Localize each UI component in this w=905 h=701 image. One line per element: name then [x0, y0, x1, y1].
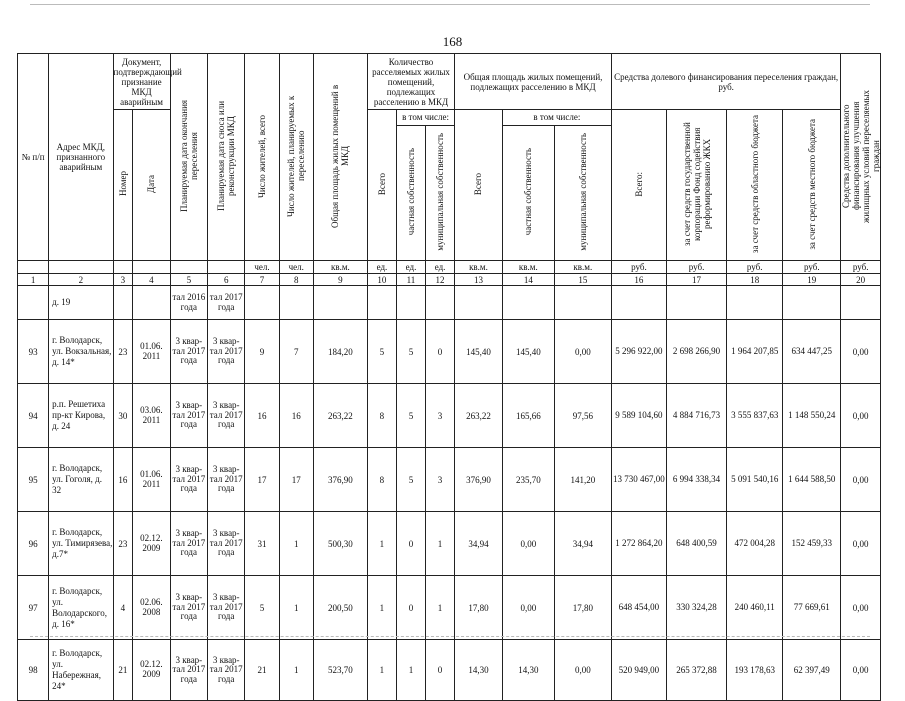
cell-date: 01.06. 2011	[133, 448, 170, 512]
unit-cell	[133, 261, 170, 274]
header-financing: Средства долевого финансирования переселения граждан, руб.	[611, 54, 840, 110]
cell-c17: 6 994 338,34	[666, 448, 726, 512]
cell-c14: 145,40	[502, 320, 554, 384]
cell-c9: 523,70	[313, 640, 367, 701]
cell-c17: 265 372,88	[666, 640, 726, 701]
cell	[554, 286, 611, 320]
cell-c12: 1	[426, 512, 455, 576]
cell-c6: 3 квар- тал 2017 года	[208, 448, 245, 512]
cell-resettlement-date: тал 2016 года	[170, 286, 207, 320]
cell-c17: 648 400,59	[666, 512, 726, 576]
header-area-total: Всего	[455, 110, 503, 261]
cell-c14: 0,00	[502, 576, 554, 640]
cell-addr: р.п. Решетиха пр-кт Кирова, д. 24	[49, 384, 113, 448]
unit-cell: руб.	[666, 261, 726, 274]
cell-c8: 1	[279, 640, 313, 701]
cell	[367, 286, 396, 320]
column-number-cell: 4	[133, 274, 170, 286]
cell-n: 98	[18, 640, 49, 701]
column-number-cell: 16	[611, 274, 666, 286]
cell-c9: 263,22	[313, 384, 367, 448]
table-row	[18, 512, 881, 576]
column-number-cell: 3	[113, 274, 133, 286]
column-number-cell: 8	[279, 274, 313, 286]
cell-c12: 3	[426, 448, 455, 512]
cell-c20: 0,00	[841, 512, 881, 576]
cell-c16: 13 730 467,00	[611, 448, 666, 512]
unit-cell: кв.м.	[554, 261, 611, 274]
cell-c11: 0	[396, 576, 425, 640]
unit-cell: руб.	[611, 261, 666, 274]
cell-c19: 1 644 588,50	[783, 448, 841, 512]
table-row	[18, 320, 881, 384]
cell-c18: 472 004,28	[727, 512, 783, 576]
cell-addr: г. Володарск, ул. Набережная, 24*	[49, 640, 113, 701]
cell-c7: 17	[245, 448, 279, 512]
unit-cell	[18, 261, 49, 274]
cell-c9: 200,50	[313, 576, 367, 640]
cell-c18: 5 091 540,16	[727, 448, 783, 512]
unit-cell	[170, 261, 207, 274]
column-number-cell: 6	[208, 274, 245, 286]
header-count-municipal: муниципальная собственность	[426, 125, 455, 260]
cell	[133, 286, 170, 320]
cell-addr: г. Володарск, ул. Тимирязева, д.7*	[49, 512, 113, 576]
cell-c20: 0,00	[841, 320, 881, 384]
cell-demolition-date: тал 2017 года	[208, 286, 245, 320]
cell-n: 96	[18, 512, 49, 576]
page-number: 168	[442, 34, 463, 49]
header-fin-fund: за счет средств государственной корпорации Фонд содействия реформированию ЖКХ	[666, 110, 726, 261]
header-demolition-date: Планируемая дата сноса или реконструкции МКД	[208, 54, 245, 261]
cell-c14: 165,66	[502, 384, 554, 448]
header-extra-financing: Средства дополнительного финансирования улучшения жилищных условий переселяемых граждан	[841, 54, 881, 261]
cell-c15: 0,00	[554, 320, 611, 384]
cell-c11: 5	[396, 320, 425, 384]
cell-num: 21	[113, 640, 133, 701]
header-count-private: частная собственность	[396, 125, 425, 260]
cell-c12: 3	[426, 384, 455, 448]
cell-num: 30	[113, 384, 133, 448]
unit-cell: чел.	[279, 261, 313, 274]
cell	[245, 286, 279, 320]
table-row	[18, 576, 881, 640]
cell-c17: 4 884 716,73	[666, 384, 726, 448]
cell-c7: 9	[245, 320, 279, 384]
cell-addr: г. Володарск, ул. Володарского, д. 16*	[49, 576, 113, 640]
column-number-cell: 20	[841, 274, 881, 286]
unit-cell: кв.м.	[455, 261, 503, 274]
cell-c18: 1 964 207,85	[727, 320, 783, 384]
header-doc-number: Номер	[113, 110, 133, 261]
column-number-cell: 14	[502, 274, 554, 286]
cell-c13: 34,94	[455, 512, 503, 576]
cell-date: 02.12. 2009	[133, 512, 170, 576]
cell-c10: 1	[367, 512, 396, 576]
cell	[727, 286, 783, 320]
cell-num: 16	[113, 448, 133, 512]
cell-num: 4	[113, 576, 133, 640]
cell-n: 94	[18, 384, 49, 448]
cell-c11: 5	[396, 448, 425, 512]
cell-c12: 1	[426, 576, 455, 640]
header-area-including: в том числе:	[502, 110, 611, 126]
cell-c10: 8	[367, 384, 396, 448]
unit-cell	[49, 261, 113, 274]
cell-n: 93	[18, 320, 49, 384]
header-document: Документ, подтверждающий признание МКД аварийным	[113, 54, 170, 110]
column-number-cell: 1	[18, 274, 49, 286]
cell-num: 23	[113, 512, 133, 576]
header-premises-area: Общая площадь жилых помещений, подлежащих расселению в МКД	[455, 54, 612, 110]
cell-c8: 7	[279, 320, 313, 384]
table-row	[18, 448, 881, 512]
cell	[426, 286, 455, 320]
table-row	[18, 640, 881, 701]
cell-c7: 21	[245, 640, 279, 701]
cell-c15: 17,80	[554, 576, 611, 640]
header-doc-date: Дата	[133, 110, 170, 261]
cell-c13: 145,40	[455, 320, 503, 384]
column-number-cell: 19	[783, 274, 841, 286]
header-count-total: Всего	[367, 110, 396, 261]
column-number-cell: 11	[396, 274, 425, 286]
table-row	[18, 384, 881, 448]
cell	[279, 286, 313, 320]
cell-c8: 16	[279, 384, 313, 448]
cell-c13: 14,30	[455, 640, 503, 701]
unit-cell: кв.м.	[502, 261, 554, 274]
header-address: Адрес МКД, признанного аварийным	[49, 54, 113, 261]
cell-c15: 97,56	[554, 384, 611, 448]
unit-cell: руб.	[783, 261, 841, 274]
cell-c19: 152 459,33	[783, 512, 841, 576]
cell-n: 97	[18, 576, 49, 640]
cell-n: 95	[18, 448, 49, 512]
cell-c19: 77 669,61	[783, 576, 841, 640]
cell-address: д. 19	[49, 286, 113, 320]
cell-c16: 648 454,00	[611, 576, 666, 640]
column-number-cell: 10	[367, 274, 396, 286]
cell-c20: 0,00	[841, 640, 881, 701]
cell-date: 02.06. 2008	[133, 576, 170, 640]
cell-c5: 3 квар- тал 2017 года	[170, 384, 207, 448]
header-fin-local: за счет средств местного бюджета	[783, 110, 841, 261]
column-number-cell: 7	[245, 274, 279, 286]
cell-addr: г. Володарск, ул. Гоголя, д. 32	[49, 448, 113, 512]
continuation-row	[18, 286, 881, 320]
cell-date: 02.12. 2009	[133, 640, 170, 701]
cell-c12: 0	[426, 640, 455, 701]
column-number-cell: 9	[313, 274, 367, 286]
unit-cell	[113, 261, 133, 274]
cell	[666, 286, 726, 320]
cell-c11: 0	[396, 512, 425, 576]
cell-date: 03.06. 2011	[133, 384, 170, 448]
cell-c14: 0,00	[502, 512, 554, 576]
cell	[18, 286, 49, 320]
cell	[113, 286, 133, 320]
column-number-cell: 13	[455, 274, 503, 286]
cell-c9: 376,90	[313, 448, 367, 512]
cell-c7: 5	[245, 576, 279, 640]
cell	[783, 286, 841, 320]
cell-c8: 17	[279, 448, 313, 512]
header-index: № п/п	[18, 54, 49, 261]
header-area-municipal: муниципальная собственность	[554, 125, 611, 260]
cell-c8: 1	[279, 512, 313, 576]
resettlement-table	[17, 53, 881, 701]
cell-c11: 1	[396, 640, 425, 701]
cell-c14: 235,70	[502, 448, 554, 512]
cell-num: 23	[113, 320, 133, 384]
cell-c18: 3 555 837,63	[727, 384, 783, 448]
cell-c14: 14,30	[502, 640, 554, 701]
unit-cell: чел.	[245, 261, 279, 274]
cell-c20: 0,00	[841, 576, 881, 640]
cell-c10: 1	[367, 640, 396, 701]
cell-c13: 17,80	[455, 576, 503, 640]
cell-c19: 1 148 550,24	[783, 384, 841, 448]
header-resettlement-date: Планируемая дата окончания переселения	[170, 54, 207, 261]
unit-cell: ед.	[367, 261, 396, 274]
cell	[313, 286, 367, 320]
cell	[396, 286, 425, 320]
cell-c13: 263,22	[455, 384, 503, 448]
header-residents-resettled: Число жителей, планируемых к переселению	[279, 54, 313, 261]
cell	[841, 286, 881, 320]
cell-c10: 5	[367, 320, 396, 384]
cell-c6: 3 квар- тал 2017 года	[208, 512, 245, 576]
cell-c6: 3 квар- тал 2017 года	[208, 576, 245, 640]
column-number-cell: 18	[727, 274, 783, 286]
cell-c15: 0,00	[554, 640, 611, 701]
cell-c9: 500,30	[313, 512, 367, 576]
cell	[455, 286, 503, 320]
unit-cell: ед.	[426, 261, 455, 274]
cell-c9: 184,20	[313, 320, 367, 384]
cell-c6: 3 квар- тал 2017 года	[208, 640, 245, 701]
unit-cell: руб.	[841, 261, 881, 274]
column-number-cell: 5	[170, 274, 207, 286]
header-residents-total: Число жителей, всего	[245, 54, 279, 261]
header-fin-regional: за счет средств областного бюджета	[727, 110, 783, 261]
cell-c11: 5	[396, 384, 425, 448]
cell	[611, 286, 666, 320]
header-count-including: в том числе:	[396, 110, 454, 126]
cell-c12: 0	[426, 320, 455, 384]
unit-cell: руб.	[727, 261, 783, 274]
unit-cell: ед.	[396, 261, 425, 274]
column-number-cell: 17	[666, 274, 726, 286]
cell-c18: 193 178,63	[727, 640, 783, 701]
top-rule	[30, 4, 870, 6]
cell-c5: 3 квар- тал 2017 года	[170, 576, 207, 640]
cell-c16: 5 296 922,00	[611, 320, 666, 384]
cell-c5: 3 квар- тал 2017 года	[170, 320, 207, 384]
column-number-cell: 12	[426, 274, 455, 286]
unit-cell: кв.м.	[313, 261, 367, 274]
column-number-cell: 15	[554, 274, 611, 286]
column-number-cell: 2	[49, 274, 113, 286]
cell-c16: 520 949,00	[611, 640, 666, 701]
cell-c6: 3 квар- тал 2017 года	[208, 384, 245, 448]
cell-c17: 2 698 266,90	[666, 320, 726, 384]
cell-c10: 8	[367, 448, 396, 512]
cell-c18: 240 460,11	[727, 576, 783, 640]
cell-c7: 31	[245, 512, 279, 576]
header-total-area: Общая площадь жилых помещений в МКД	[313, 54, 367, 261]
cell-c8: 1	[279, 576, 313, 640]
cell-c16: 9 589 104,60	[611, 384, 666, 448]
units-row	[18, 261, 881, 274]
cell-c17: 330 324,28	[666, 576, 726, 640]
header-area-private: частная собственность	[502, 125, 554, 260]
cell-c5: 3 квар- тал 2017 года	[170, 640, 207, 701]
cell-c16: 1 272 864,20	[611, 512, 666, 576]
cell-c15: 34,94	[554, 512, 611, 576]
cell-c13: 376,90	[455, 448, 503, 512]
bottom-rule	[30, 636, 870, 638]
cell-c15: 141,20	[554, 448, 611, 512]
header-premises-count: Количество расселяемых жилых помещений, подлежащих расселению в МКД	[367, 54, 454, 110]
cell-c10: 1	[367, 576, 396, 640]
cell-c6: 3 квар- тал 2017 года	[208, 320, 245, 384]
cell-c19: 634 447,25	[783, 320, 841, 384]
cell-c5: 3 квар- тал 2017 года	[170, 448, 207, 512]
column-numbers-row	[18, 274, 881, 286]
cell-date: 01.06. 2011	[133, 320, 170, 384]
cell-c19: 62 397,49	[783, 640, 841, 701]
cell-addr: г. Володарск, ул. Вокзальная, д. 14*	[49, 320, 113, 384]
cell	[502, 286, 554, 320]
header-fin-total: Всего:	[611, 110, 666, 261]
cell-c20: 0,00	[841, 448, 881, 512]
unit-cell	[208, 261, 245, 274]
cell-c7: 16	[245, 384, 279, 448]
cell-c5: 3 квар- тал 2017 года	[170, 512, 207, 576]
cell-c20: 0,00	[841, 384, 881, 448]
